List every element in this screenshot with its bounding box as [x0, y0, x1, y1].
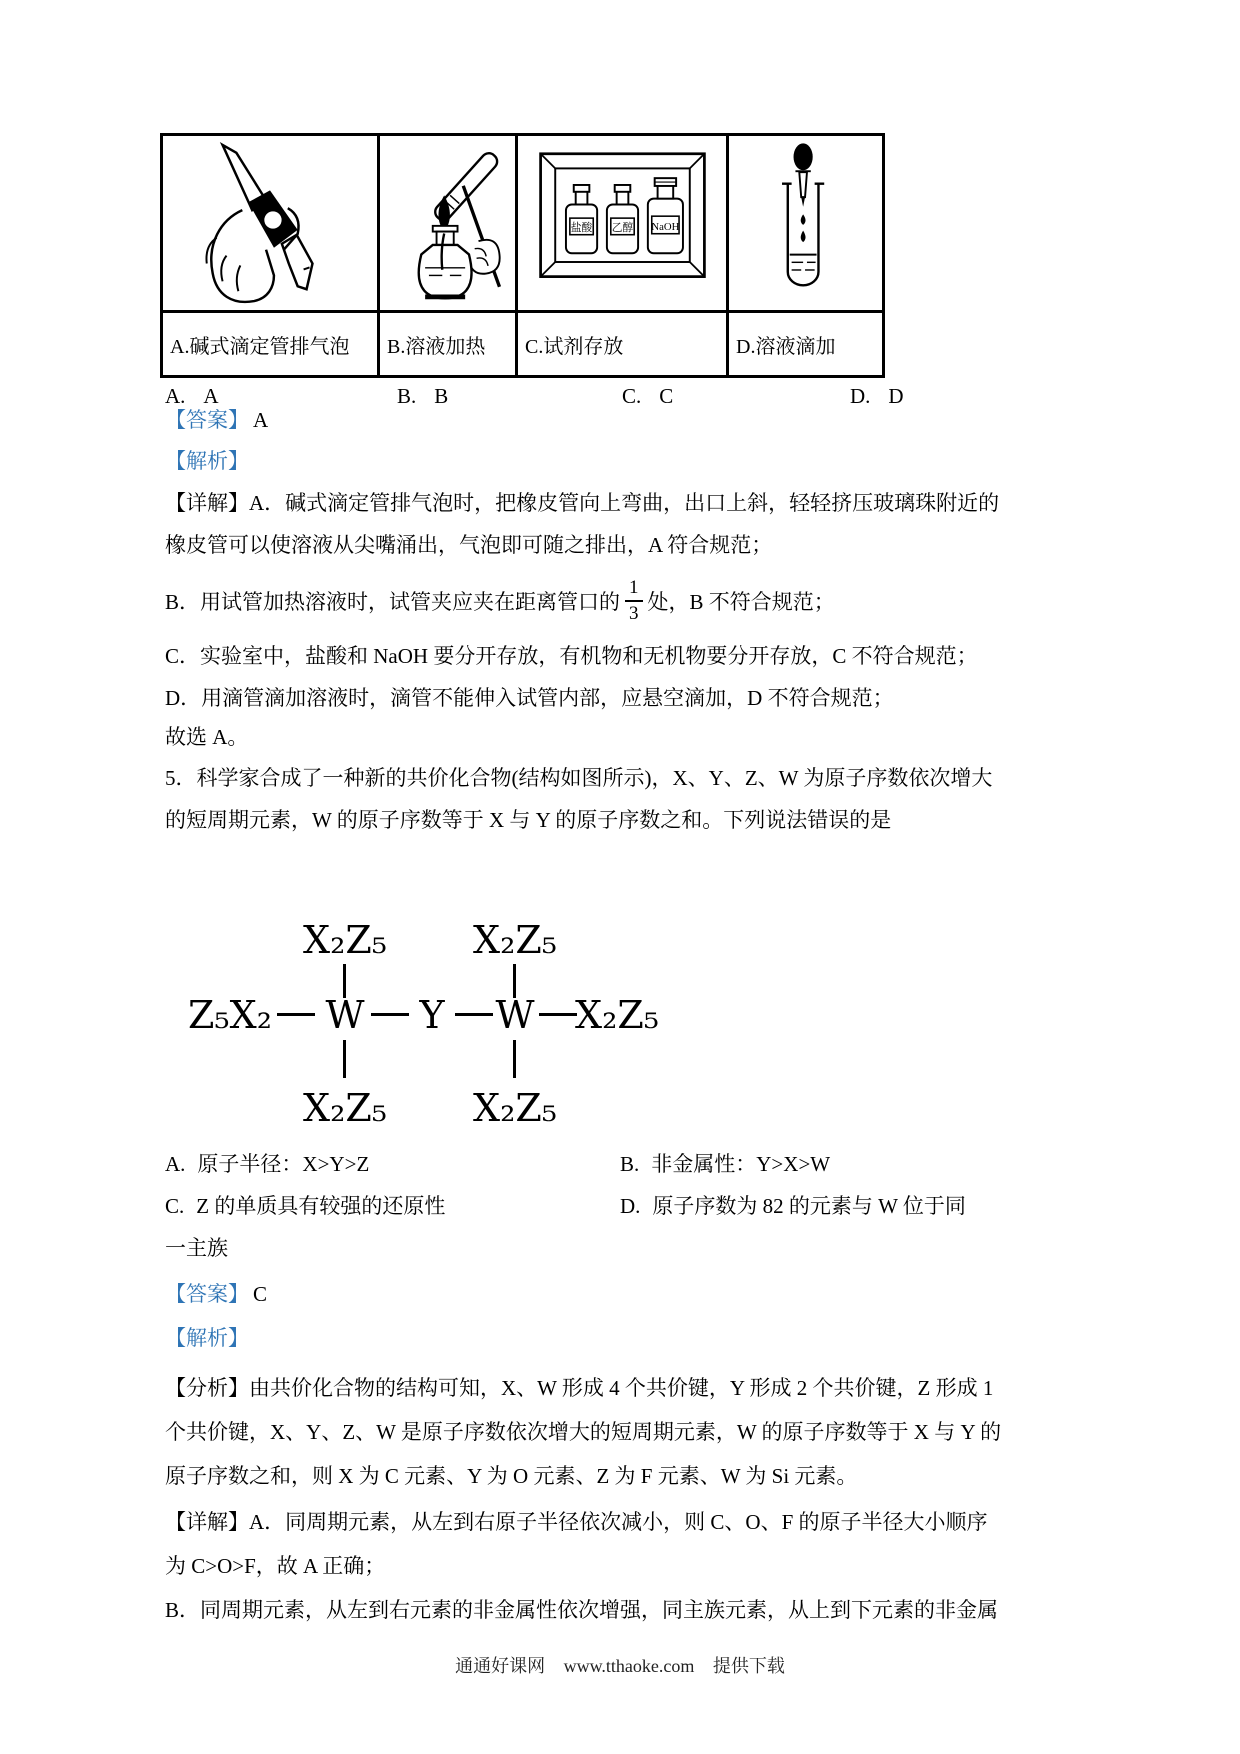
q5-option-d: D. 原子序数为 82 的元素与 W 位于同: [620, 1194, 966, 1218]
q5-fenxi-line-2: 个共价键，X、Y、Z、W 是原子序数依次增大的短周期元素，W 的原子序数等于 X 与 Y 的: [165, 1420, 1002, 1444]
group-top-left: X₂Z₅: [303, 918, 387, 962]
group-top-right: X₂Z₅: [473, 918, 557, 962]
q5-analysis-tag: 【解析】: [165, 1326, 249, 1350]
q4-detail-line-b: B．用试管加热溶液时，试管夹应夹在距离管口的 $\frac{1}{3}$ 处，B 不符合规范；: [165, 577, 835, 624]
q5-option-c: C. Z 的单质具有较强的还原性: [165, 1194, 446, 1218]
bond-horizontal: [455, 1013, 493, 1016]
q5-detail-line-3: B．同周期元素，从左到右元素的非金属性依次增强，同主族元素，从上到下元素的非金属: [165, 1598, 999, 1622]
page-footer: [0, 1652, 1240, 1678]
q5-detail-line-1: 【详解】A．同周期元素，从左到右原子半径依次减小，则 C、O、F 的原子半径大小顺序: [165, 1510, 988, 1534]
q5-stem-line-2: 的短周期元素，W 的原子序数等于 X 与 Y 的原子序数之和。下列说法错误的是: [165, 808, 892, 832]
buret-squeeze-icon: [170, 139, 370, 307]
q5-answer-line: [165, 1278, 267, 1308]
table-cell-a-image: [162, 135, 379, 312]
atom-w2: W: [495, 993, 535, 1037]
fraction-one-third: $\frac{1}{3}$: [625, 577, 643, 625]
q5-stem-line-1: 5．科学家合成了一种新的共价化合物(结构如图所示)，X、Y、Z、W 为原子序数依次增大: [165, 766, 993, 790]
atom-y: Y: [419, 993, 445, 1037]
q4-detail-line-1: 【详解】A．碱式滴定管排气泡时，把橡皮管向上弯曲，出口上斜，轻轻挤压玻璃珠附近的: [165, 491, 1000, 515]
table-cell-c-image: [517, 135, 728, 312]
q4-detail-line-d: D．用滴管滴加溶液时，滴管不能伸入试管内部，应悬空滴加，D 不符合规范；: [165, 686, 894, 710]
answer-tag: 【答案】: [165, 408, 249, 432]
footer-url: www.tthaoke.com: [563, 1656, 695, 1676]
table-cell-b-image: [379, 135, 517, 312]
footer-suffix: 提供下载: [712, 1656, 785, 1676]
q5-option-b: B. 非金属性：Y>X>W: [620, 1152, 831, 1176]
caption-a: A.碱式滴定管排气泡: [162, 312, 379, 377]
reagent-cabinet-icon: [525, 139, 720, 307]
q5-detail-line-2: 为 C>O>F，故 A 正确；: [165, 1554, 386, 1578]
q4-conclusion: 故选 A。: [165, 725, 249, 749]
bond-horizontal: [539, 1013, 577, 1016]
q4-option-c: C. C: [622, 384, 674, 408]
group-right: X₂Z₅: [575, 993, 659, 1037]
group-bottom-left: X₂Z₅: [303, 1086, 387, 1130]
table-cell-d-image: [728, 135, 884, 312]
lab-operation-table: [160, 133, 885, 378]
alcohol-lamp-heating-icon: [387, 139, 509, 307]
group-bottom-right: X₂Z₅: [473, 1086, 557, 1130]
bond-horizontal: [371, 1013, 409, 1016]
q4-option-b: B. B: [397, 384, 449, 408]
bond-horizontal: [277, 1013, 315, 1016]
q5-option-d-continuation: 一主族: [165, 1236, 228, 1260]
q4-answer-line: [165, 404, 268, 434]
caption-b: B.溶液加热: [379, 312, 517, 377]
answer-value: A: [253, 408, 269, 432]
covalent-compound-structure: [185, 900, 659, 1150]
answer-tag: 【答案】: [165, 1282, 249, 1306]
dropper-test-tube-icon: [736, 139, 876, 307]
q5-fenxi-line-3: 原子序数之和，则 X 为 C 元素、Y 为 O 元素、Z 为 F 元素、W 为 Si 元素。: [165, 1464, 858, 1488]
bottle-label-ethanol: 乙醇: [611, 221, 633, 234]
answer-value: C: [253, 1282, 268, 1306]
q5-fenxi-line-1: 【分析】由共价化合物的结构可知，X、W 形成 4 个共价键，Y 形成 2 个共价键，Z 形成 1: [165, 1376, 994, 1400]
caption-d: D.溶液滴加: [728, 312, 884, 377]
q4-analysis-tag: 【解析】: [165, 449, 249, 473]
caption-c: C.试剂存放: [517, 312, 728, 377]
table-image-row: [162, 135, 884, 312]
bond-vertical: [513, 1040, 516, 1078]
footer-site-name: 通通好课网: [455, 1656, 546, 1676]
q4-option-a: A. A: [165, 384, 219, 408]
bottle-label-naoh: NaOH: [650, 220, 679, 233]
atom-w1: W: [325, 993, 365, 1037]
q4-option-d: D. D: [850, 384, 904, 408]
bottle-label-hcl: 盐酸: [570, 221, 592, 234]
q4-detail-line-c: C．实验室中，盐酸和 NaOH 要分开存放，有机物和无机物要分开存放，C 不符合规范；: [165, 644, 978, 668]
group-left: Z₅X₂: [188, 993, 272, 1037]
q4-detail-line-2: 橡皮管可以使溶液从尖嘴涌出，气泡即可随之排出，A 符合规范；: [165, 533, 773, 557]
table-caption-row: [162, 312, 884, 377]
bond-vertical: [343, 1040, 346, 1078]
q5-option-a: A. 原子半径：X>Y>Z: [165, 1152, 370, 1176]
